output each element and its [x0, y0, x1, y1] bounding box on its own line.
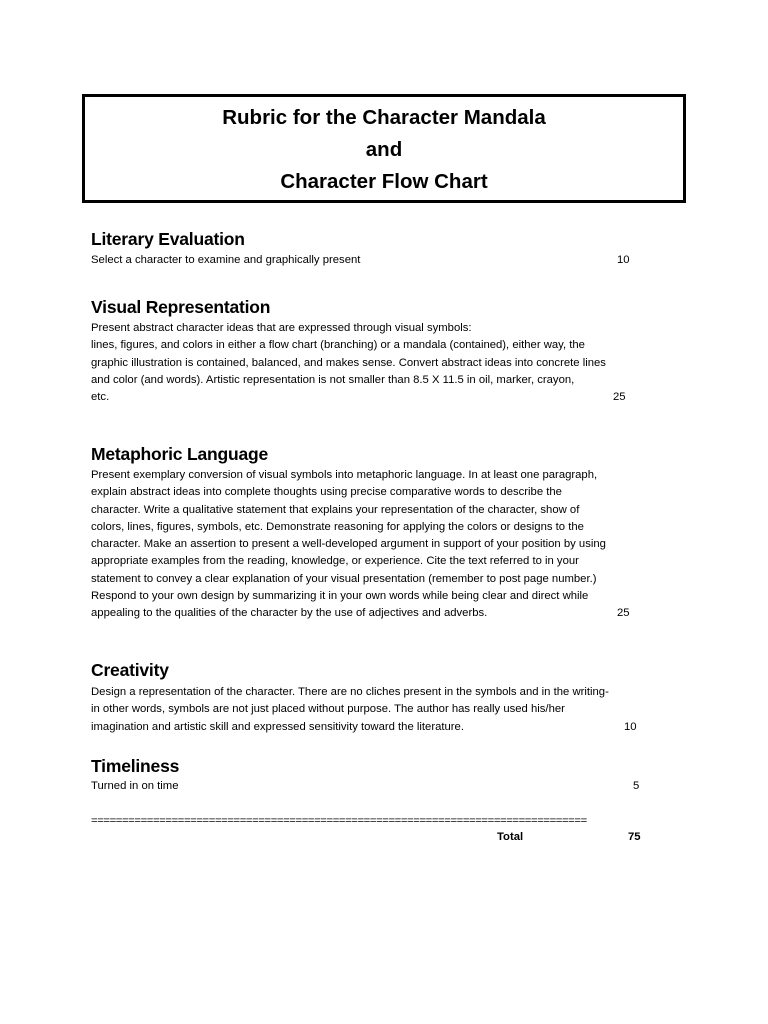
total-label: Total	[497, 831, 524, 843]
visual-text-last: etc.	[91, 391, 110, 404]
visual-points: 25	[613, 391, 626, 404]
metaphoric-language-heading: Metaphoric Language	[91, 444, 269, 464]
literary-evaluation-body	[91, 252, 681, 269]
literary-points: 10	[617, 254, 630, 266]
metaphoric-line: appropriate examples from the reading, knowledge, or experience. Cite the text referred to in your	[91, 555, 579, 568]
metaphoric-text-last: appealing to the qualities of the character by the use of adjectives and adverbs.	[91, 607, 488, 620]
visual-representation-body	[91, 320, 681, 406]
title-line-3: Character Flow Chart	[280, 170, 488, 193]
creativity-line-last	[91, 719, 681, 736]
metaphoric-language-body	[91, 467, 681, 623]
visual-representation-heading: Visual Representation	[91, 297, 271, 317]
metaphoric-line: Respond to your own design by summarizing it in your own words while being clear and direct while	[91, 590, 589, 603]
metaphoric-line: colors, lines, figures, symbols, etc. Demonstrate reasoning for applying the colors or designs to the	[91, 520, 584, 533]
title-line-2: and	[365, 138, 403, 161]
metaphoric-points: 25	[617, 607, 630, 620]
metaphoric-line: character. Make an assertion to present a well-developed argument in support of your position by using	[91, 538, 606, 551]
visual-line: and color (and words). Artistic representation is not smaller than 8.5 X 11.5 in oil, marker, crayon,	[91, 373, 575, 386]
metaphoric-line: character. Write a qualitative statement that explains your representation of the character, show of	[91, 503, 580, 516]
creativity-line: in other words, symbols are not just placed without purpose. The author has really used his/her	[91, 703, 565, 716]
title-box	[82, 94, 686, 203]
timeliness-heading: Timeliness	[91, 756, 180, 776]
total-value: 75	[628, 831, 641, 843]
metaphoric-line: statement to convey a clear explanation of your visual presentation (remember to post page number.)	[91, 572, 597, 585]
creativity-body	[91, 684, 681, 736]
divider-line: ================================================================================	[91, 815, 587, 827]
literary-text-1: Select a character to examine and graphically present	[91, 254, 361, 266]
metaphoric-line: Present exemplary conversion of visual symbols into metaphoric language. In at least one paragraph,	[91, 469, 598, 481]
visual-line: Present abstract character ideas that are expressed through visual symbols:	[91, 322, 472, 334]
timeliness-body	[91, 778, 681, 795]
literary-line-1	[91, 252, 681, 269]
timeliness-text: Turned in on time	[91, 780, 179, 792]
literary-evaluation-heading: Literary Evaluation	[91, 229, 245, 249]
visual-line: graphic illustration is contained, balanced, and makes sense. Convert abstract ideas into concrete lines	[91, 356, 606, 369]
creativity-line: Design a representation of the character. There are no cliches present in the symbols and in the writing-	[91, 686, 609, 698]
metaphoric-line-last	[91, 605, 681, 622]
metaphoric-line: explain abstract ideas into complete thoughts using precise comparative words to describe the	[91, 486, 562, 499]
creativity-text-last: imagination and artistic skill and expressed sensitivity toward the literature.	[91, 720, 464, 733]
timeliness-points: 5	[633, 780, 640, 792]
timeliness-line	[91, 778, 681, 795]
visual-line: lines, figures, and colors in either a flow chart (branching) or a mandala (contained), either way, the	[91, 339, 585, 352]
creativity-heading: Creativity	[91, 660, 169, 680]
creativity-points: 10	[624, 720, 637, 733]
title-line-1: Rubric for the Character Mandala	[222, 106, 546, 129]
visual-line-last	[91, 389, 681, 406]
